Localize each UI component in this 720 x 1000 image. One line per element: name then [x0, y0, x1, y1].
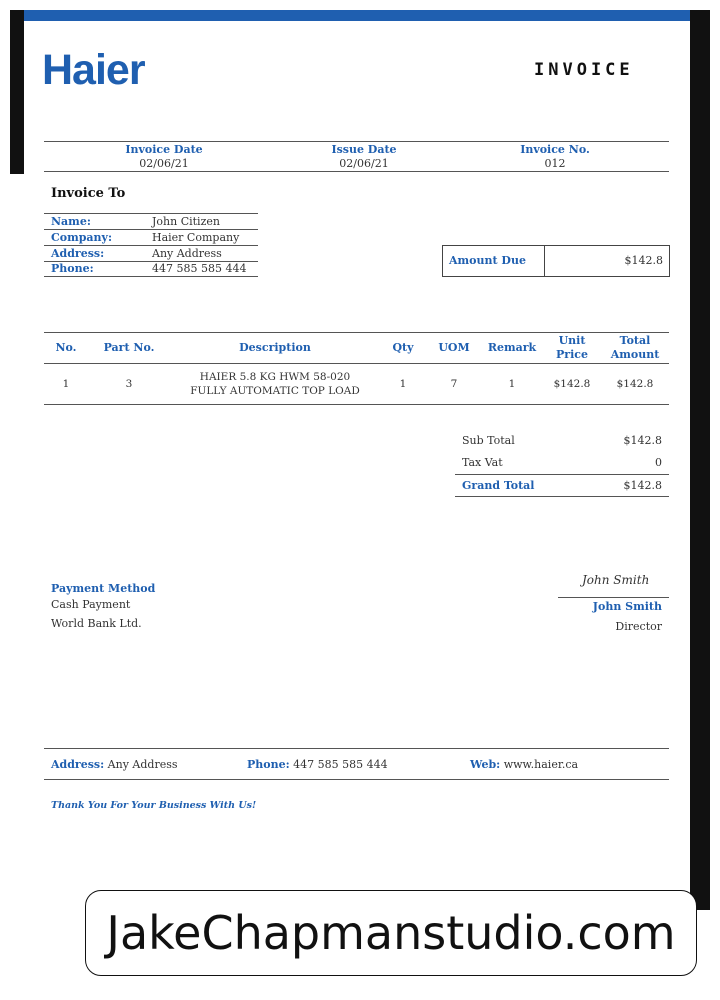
invoice-to-address-row: [44, 246, 258, 262]
payment-bank-line: World Bank Ltd.: [51, 617, 142, 630]
meta-label: Invoice No.: [520, 143, 590, 156]
footer-address: [51, 758, 178, 771]
table-cell-remark: 1: [508, 378, 516, 390]
meta-value: 02/06/21: [339, 157, 389, 170]
meta-top-rule: [44, 141, 669, 142]
row-value: Any Address: [152, 247, 222, 260]
grand-total-value: $142.8: [623, 479, 662, 492]
th-description: Description: [239, 341, 311, 354]
invoice-to-phone-row: [44, 261, 258, 277]
row-value: 447 585 585 444: [152, 262, 247, 275]
table-bottom-rule: [44, 404, 669, 405]
table-cell-total: $142.8: [616, 378, 654, 390]
brand-logo: Haier: [42, 46, 145, 94]
table-cell-unit-price: $142.8: [553, 378, 591, 390]
footer-address-value: Any Address: [107, 758, 178, 771]
th-qty: Qty: [392, 341, 414, 354]
th-remark: Remark: [487, 341, 537, 354]
grand-total-bottom-rule: [455, 496, 669, 497]
thank-you-note: Thank You For Your Business With Us!: [51, 800, 257, 811]
watermark-banner: JakeChapmanstudio.com: [85, 890, 697, 976]
table-cell-qty: 1: [399, 378, 407, 390]
invoice-to-company-row: [44, 230, 258, 246]
grand-total-top-rule: [455, 474, 669, 475]
signer-title: Director: [615, 620, 662, 633]
footer-top-rule: [44, 748, 669, 749]
invoice-to-name-row: [44, 214, 258, 230]
sub-total-value: $142.8: [623, 434, 662, 447]
meta-label: Issue Date: [331, 143, 397, 156]
meta-invoice-date: [64, 143, 264, 171]
meta-value: 012: [544, 157, 566, 170]
row-value: Haier Company: [152, 231, 240, 244]
th-uom: UOM: [438, 341, 470, 354]
amount-due-value: $142.8: [624, 254, 663, 267]
right-edge-bar: [690, 10, 710, 910]
row-label: Phone:: [51, 262, 94, 275]
footer-address-label: Address:: [51, 758, 105, 771]
tax-value: 0: [655, 456, 662, 469]
amount-due-label: Amount Due: [449, 254, 526, 267]
table-header-rule: [44, 363, 669, 364]
meta-invoice-no: [455, 143, 655, 171]
table-cell-no: 1: [62, 378, 70, 390]
grand-total-label: Grand Total: [462, 479, 535, 492]
invoice-to-title: Invoice To: [51, 186, 126, 201]
payment-method-title: Payment Method: [51, 582, 156, 595]
signature-rule: [558, 597, 669, 598]
th-no: No.: [55, 341, 77, 354]
meta-bottom-rule: [44, 171, 669, 172]
footer-web-value: www.haier.ca: [503, 758, 579, 771]
table-cell-uom: 7: [450, 378, 458, 390]
signature-script: John Smith: [582, 573, 650, 587]
th-total-amount: Total Amount: [610, 334, 660, 361]
meta-label: Invoice Date: [125, 143, 203, 156]
tax-label: Tax Vat: [462, 456, 503, 469]
footer-phone: [247, 758, 388, 771]
row-label: Company:: [51, 231, 112, 244]
table-cell-description: HAIER 5.8 KG HWM 58-020 FULLY AUTOMATIC TOP LOAD: [190, 371, 360, 397]
meta-issue-date: [264, 143, 464, 171]
meta-value: 02/06/21: [139, 157, 189, 170]
sub-total-label: Sub Total: [462, 434, 515, 447]
row-label: Address:: [51, 247, 105, 260]
footer-web-label: Web:: [470, 758, 501, 771]
th-unit-price: Unit Price: [556, 334, 588, 361]
table-cell-part-no: 3: [125, 378, 133, 390]
row-label: Name:: [51, 215, 91, 228]
row-value: John Citizen: [152, 215, 220, 228]
footer-phone-label: Phone:: [247, 758, 290, 771]
amount-due-divider: [544, 246, 545, 276]
amount-due-box: [442, 245, 670, 277]
document-title: INVOICE: [534, 60, 634, 80]
left-edge-bar: [10, 10, 24, 174]
footer-web: [470, 758, 578, 771]
footer-phone-value: 447 585 585 444: [293, 758, 388, 771]
footer-bottom-rule: [44, 779, 669, 780]
payment-method-line: Cash Payment: [51, 598, 131, 611]
top-accent-bar: [24, 10, 690, 21]
signer-name: John Smith: [592, 600, 662, 613]
th-part-no: Part No.: [103, 341, 155, 354]
